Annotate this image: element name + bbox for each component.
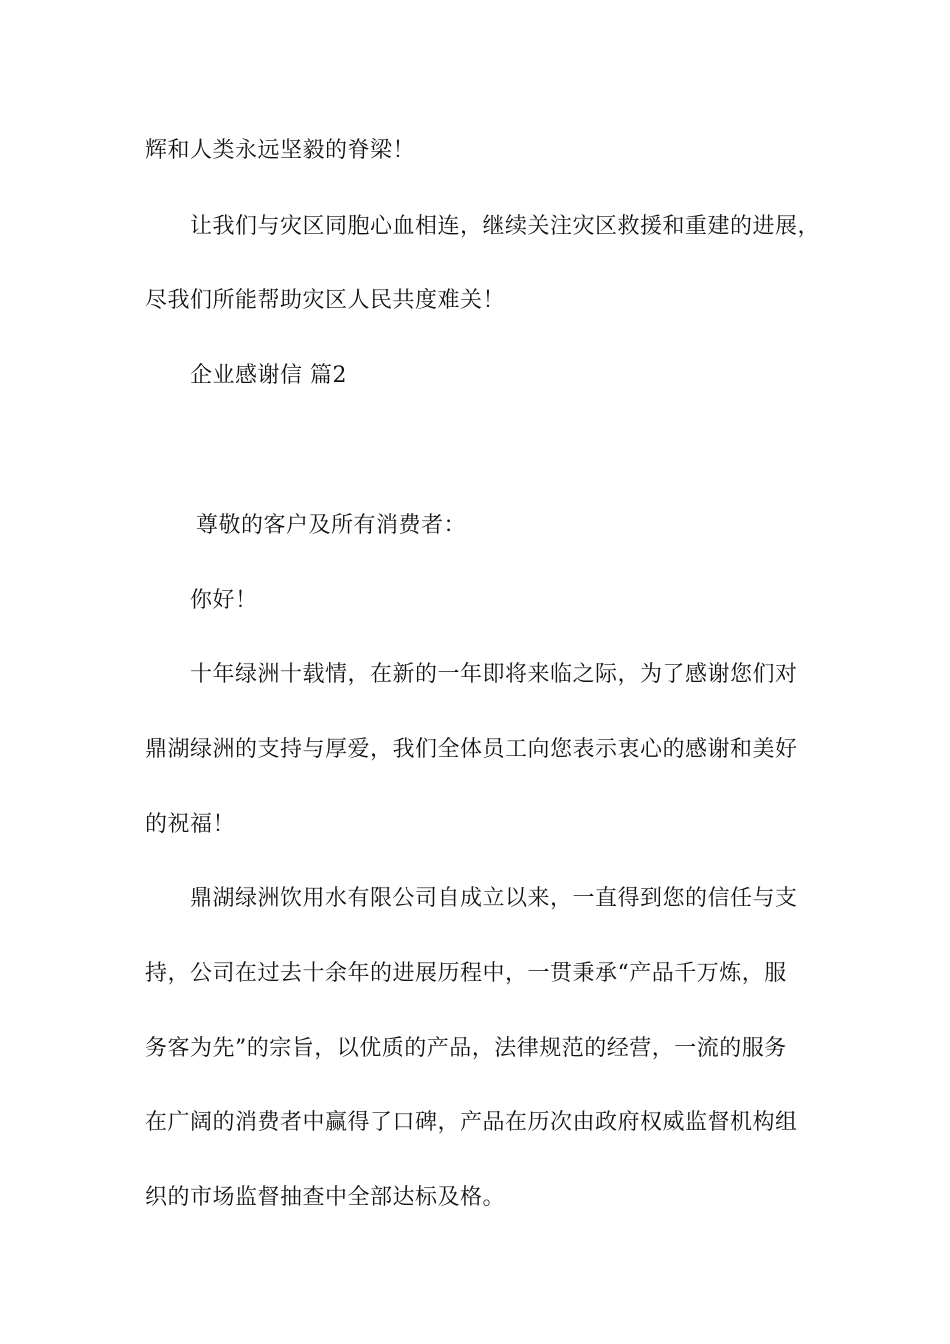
paragraph-line: 让我们与灾区同胞心血相连，继续关注灾区救援和重建的进展， <box>190 214 821 239</box>
paragraph-line: 鼎湖绿洲的支持与厚爱，我们全体员工向您表示衷心的感谢和美好 <box>145 737 798 762</box>
paragraph-line: 十年绿洲十载情，在新的一年即将来临之际，为了感谢您们对 <box>190 662 798 687</box>
paragraph-line: 织的市场监督抽查中全部达标及格。 <box>145 1185 506 1210</box>
paragraph-line: 的祝福！ <box>145 812 236 837</box>
section-heading: 企业感谢信 篇2 <box>190 363 347 388</box>
paragraph-line: 务客为先”的宗旨，以优质的产品，法律规范的经营，一流的服务 <box>145 1036 787 1061</box>
paragraph-line: 在广阔的消费者中赢得了口碑，产品在历次由政府权威监督机构组 <box>145 1110 798 1135</box>
greeting: 你好！ <box>190 588 258 613</box>
salutation: 尊敬的客户及所有消费者： <box>196 513 467 538</box>
paragraph-line: 尽我们所能帮助灾区人民共度难关！ <box>145 288 506 313</box>
paragraph-line: 辉和人类永远坚毅的脊梁！ <box>145 138 416 163</box>
paragraph-line: 鼎湖绿洲饮用水有限公司自成立以来，一直得到您的信任与支 <box>190 886 798 911</box>
paragraph-line: 持，公司在过去十余年的进展历程中，一贯秉承“产品千万炼，服 <box>145 961 787 986</box>
